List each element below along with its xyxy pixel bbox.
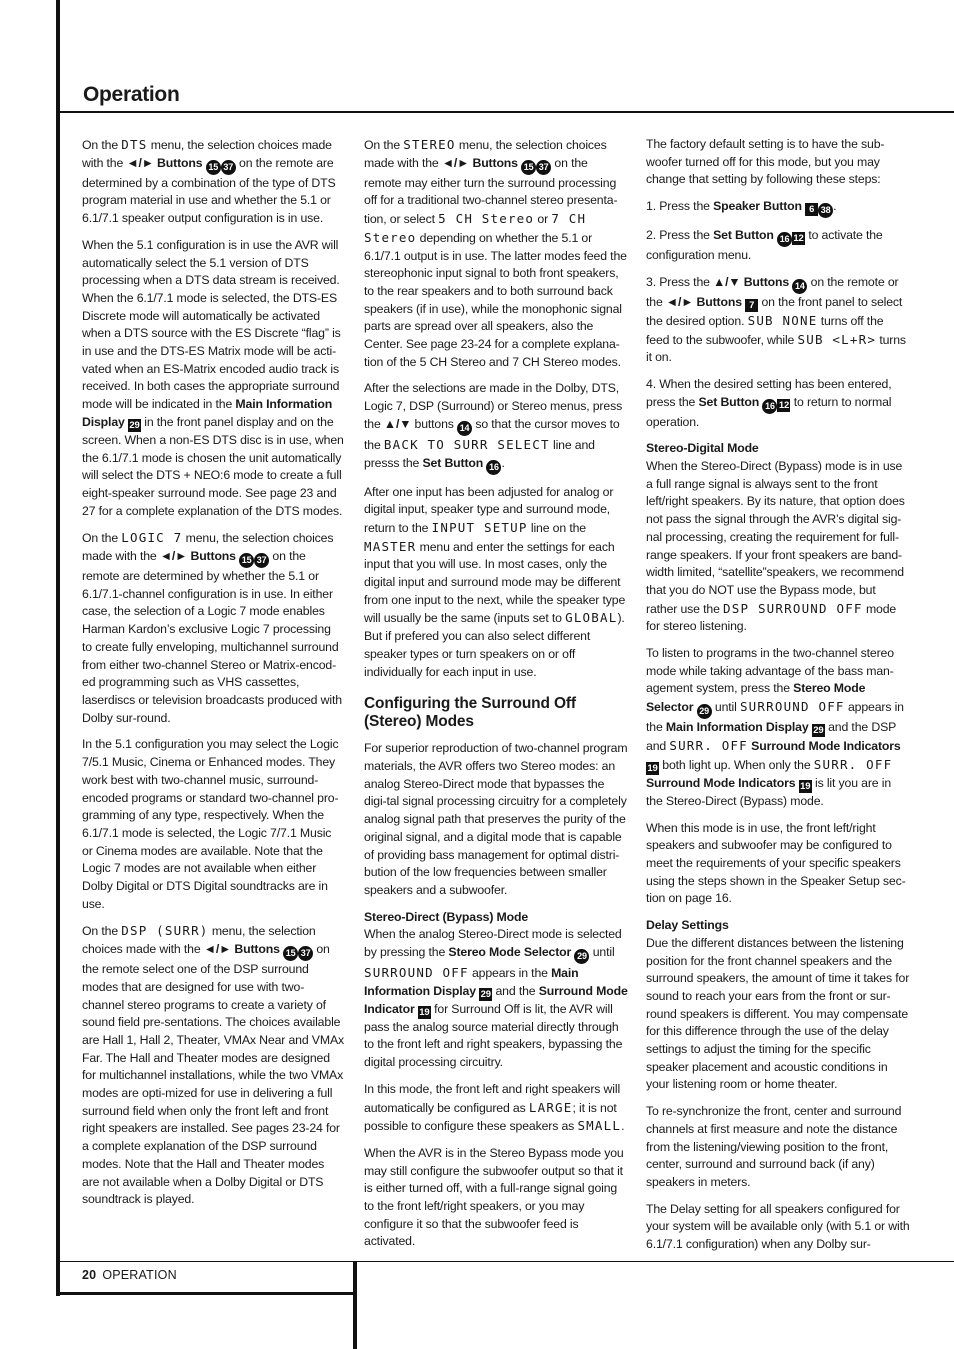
callout-badge: 37: [254, 553, 269, 568]
callout-badge: 16: [762, 399, 777, 414]
column-3: [646, 136, 910, 1263]
step-2: 2. Press the Set Button 16 12 to activate the configuration menu.: [646, 228, 883, 263]
footer-section: OPERATION: [102, 1268, 177, 1282]
paragraph: After the selections are made in the Dolby, DTS, Logic 7, DSP (Surround) or Stereo menus, press the ▲/▼ buttons 14 so that the cursor moves to the BACK TO SURR SELECT line and presss the Set Button 16 .: [364, 380, 628, 474]
callout-badge: 38: [818, 203, 833, 218]
lcd-text: SURR. OFF: [813, 756, 893, 772]
paragraph: On the DTS menu, the selection choices made with the ◄/► Buttons 15 37 on the remote are determined by a combination of the type of DTS program material in use and whether the 5.1 or 6.1/7.1 speaker output configuration is in use.: [82, 137, 336, 226]
subsection-heading: Stereo-Digital Mode: [646, 441, 759, 456]
paragraph: On the LOGIC 7 menu, the selection choices made with the ◄/► Buttons 15 37 on the remote are determined by whether the 5.1 or 6.1/7.1-channel configuration is in use. In either case, the selection of a Logic 7 mode enables Harman Kardon’s exclusive Logic 7 processing to create fully enveloping, multichannel surround from either two-channel Stereo or Matrix-encod-ed programming such as VHS cassettes, laserdiscs or television broadcasts produced with Dolby sur-round.: [82, 530, 342, 725]
page-title: Operation: [83, 83, 180, 106]
callout-badge: 19: [800, 780, 811, 792]
step-4: 4. When the desired setting has been entered, press the Set Button 16 12 to return to normal operation.: [646, 376, 892, 429]
paragraph: After one input has been adjusted for analog or digital input, speaker type and surround mode, return to the INPUT SETUP line on the MASTER menu and enter the settings for each input that you will use. In most cases, only the digital input and surround mode may be different from one input to the next, while the speaker type will usually be the same (inputs set to GLOBAL). But if prefered you can also select different speaker types or turn speakers on or off individually for each input in use.: [364, 484, 626, 679]
callout-badge: 37: [536, 160, 551, 175]
lcd-text: DSP (SURR): [121, 923, 209, 939]
callout-badge: 12: [778, 399, 790, 411]
lcd-text: INPUT SETUP: [431, 519, 528, 535]
lcd-text: STEREO: [403, 137, 456, 152]
paragraph: For superior reproduction of two-channel program materials, the AVR offers two Stereo modes: an analog Stereo-Direct mode that bypasses the digi-tal signal processing circuitry for a completely analog signal path that preserves the purity of the original signal, and a digital mode that is capable of providing bass management for optimal distri-bution of the low frequencies between smaller speakers and a subwoofer.: [364, 741, 628, 897]
callout-badge: 15: [283, 946, 298, 961]
subsection-heading: Delay Settings: [646, 918, 729, 933]
lcd-text: SURROUND OFF: [364, 965, 469, 981]
step-3: 3. Press the ▲/▼ Buttons 14 on the remote or the ◄/► Buttons 7 on the front panel to select the desired option. SUB NONE turns off the feed to the subwoofer, while SUB <L+R> turns it on.: [646, 274, 906, 365]
column-1: [82, 136, 344, 1218]
paragraph: On the DSP (SURR) menu, the selection choices made with the ◄/► Buttons 15 37 on the remote select one of the DSP surround modes that are designed for use with two-channel stereo programs to create a variety of sound field pre-sentations. The choices available are Hall 1, Hall 2, Theater, VMAx Near and VMAx Far. The Hall and Theater modes are designed for multichannel installations, while the two VMAx modes are opti-mized for use in delivering a full surround field when only the front left and front right speakers are installed. See pages 23-24 for a complete explanation of the DSP surround modes. Note that the Hall and Theater modes are not available when a Dolby Digital or DTS soundtrack is played.: [82, 923, 345, 1207]
paragraph: To listen to programs in the two-channel stereo mode while taking advantage of the bass man-agement system, press the Stereo Mode Selector 29 until SURROUND OFF appears in the Main Information Display 29 and the DSP and SURR. OFF Surround Mode Indicators 19 both light up. When only the SURR. OFF Surround Mode Indicators 19 is lit you are in the Stereo-Direct (Bypass) mode.: [646, 646, 904, 808]
callout-badge: 7: [745, 299, 758, 312]
paragraph: When the analog Stereo-Direct mode is selected by pressing the Stereo Mode Selector 29 until SURROUND OFF appears in the Main Information Display 29 and the Surround Mode Indicator 19 for Surround Off is lit, the AVR will pass the analog source material directly through to the front left and right speakers, bypassing the digital processing circuitry.: [364, 927, 628, 1070]
footer-box-rule: [56, 1292, 356, 1295]
callout-badge: 29: [697, 704, 712, 719]
lcd-text: DSP SURROUND OFF: [723, 600, 863, 616]
lcd-text: 7 CH Stereo: [364, 211, 587, 245]
paragraph: Due the different distances between the listening position for the front channel speakers and the surround speakers, the amount of time it takes for sound to reach your ears from the front or sur-round speakers is different. You may compensate for this difference through the use of the delay settings to adjust the timing for the specific speaker placement and acoustic conditions in your listening room or home theater.: [646, 935, 910, 1092]
lcd-text: SUB NONE: [747, 312, 818, 328]
callout-badge: 15: [521, 160, 536, 175]
lcd-text: SURROUND OFF: [739, 699, 845, 715]
paragraph: The factory default setting is to have the sub-woofer turned off for this mode, but you may change that setting by following these steps:: [646, 137, 885, 187]
callout-badge: 15: [206, 160, 221, 175]
callout-badge: 37: [298, 946, 313, 961]
callout-badge: 29: [129, 419, 140, 431]
callout-badge: 12: [793, 233, 804, 245]
paragraph: When the 5.1 configuration is in use the AVR will automatically select the 5.1 version of DTS processing when a DTS data stream is received. When the 6.1/7.1 mode is selected, the DTS-ES Discrete mode will automatically be activated when a DTS source with the ES Discrete “flag” is in use and the DTS-ES Matrix mode will be acti-vated when an ES-Matrix encoded audio track is received. In both cases the appropriate surround mode will be indicated in the Main Information Display 29 in the front panel display and on the screen. When a non-ES DTS disc is in use, when the 6.1/7.1 mode is chosen the unit automatically will select the DTS + NEO:6 mode to create a full eight-speaker surround mode. See page 23 and 27 for a complete explanation of the DTS modes.: [82, 237, 344, 518]
callout-badge: 15: [239, 553, 254, 568]
lcd-text: BACK TO SURR SELECT: [383, 436, 550, 452]
paragraph: When this mode is in use, the front left/right speakers and subwoofer may be configured to meet the requirements of your specific speakers using the steps shown in the Speaker Setup sec-tion on page 16.: [646, 820, 906, 906]
callout-badge: 29: [574, 949, 589, 964]
page-number: 20: [82, 1268, 97, 1282]
paragraph: In the 5.1 configuration you may select the Logic 7/5.1 Music, Cinema or Enhanced modes. They work best with two-channel music, surround-encoded programs or standard two-channel pro-gramming of any type, respectively. When the 6.1/7.1 mode is selected, the Logic 7/7.1 Music or Cinema modes are available. Note that the Logic 7 modes are not available when either Dolby Digital or DTS Digital soundtracks are in use.: [82, 737, 339, 911]
step-1: 1. Press the Speaker Button 6 38 .: [646, 198, 910, 218]
arrow-left-right-icon: ◄/►: [126, 155, 154, 170]
lcd-text: DTS: [121, 137, 148, 152]
arrow-up-down-icon: ▲/▼: [713, 274, 741, 289]
lcd-text: LOGIC 7: [121, 530, 183, 546]
callout-badge: 29: [480, 988, 491, 1000]
callout-badge: 37: [221, 160, 236, 175]
header-rule: [56, 111, 954, 113]
page-footer: [82, 1268, 177, 1282]
arrow-left-right-icon: ◄/►: [441, 155, 470, 170]
paragraph: To re-synchronize the front, center and surround channels at first measure and note the distance from the listening/viewing position to the front, center, surround and surround back (if any) speakers in meters.: [646, 1104, 902, 1189]
column-2: [364, 136, 628, 1260]
arrow-left-right-icon: ◄/►: [665, 294, 694, 309]
callout-badge: 6: [805, 203, 818, 216]
callout-badge: 19: [419, 1006, 430, 1018]
callout-badge: 14: [792, 279, 807, 294]
lcd-text: LARGE: [528, 1099, 573, 1115]
lcd-text: SUB <L+R>: [797, 331, 877, 347]
lcd-text: SMALL: [577, 1118, 622, 1134]
subsection-heading: Stereo-Direct (Bypass) Mode: [364, 909, 529, 924]
footer-box-divider: [353, 1261, 357, 1349]
paragraph: On the STEREO menu, the selection choices made with the ◄/► Buttons 15 37 on the remote may either turn the surround processing off for a traditional two-channel stereo presenta-tion, or select 5 CH Stereo or 7 CH Stereo depending on whether the 5.1 or 6.1/7.1 output is in use. The latter modes feed the stereophonic input signal to both front speakers, to the rear speakers and to both surround back speakers (if in use), while the monophonic signal parts are spread over all speakers, also the Center. See page 23-24 for a complete explana-tion of the 5 CH Stereo and 7 CH Stereo modes.: [364, 137, 627, 369]
paragraph: The Delay setting for all speakers configured for your system will be available only (with 5.1 or with 6.1/7.1 configuration) when any Dolby sur-: [646, 1201, 910, 1252]
callout-badge: 19: [647, 762, 658, 774]
paragraph: When the AVR is in the Stereo Bypass mode you may still configure the subwoofer output so that it is either turned off, with a full-range signal going to the front left/right speakers, or you may configure it so that the subwoofer feed is activated.: [364, 1145, 624, 1249]
section-heading: Configuring the Surround Off (Stereo) Modes: [364, 695, 576, 731]
callout-badge: 29: [813, 725, 824, 737]
lcd-text: 5 CH Stereo: [438, 211, 535, 227]
left-margin-bar: [56, 0, 60, 1296]
lcd-text: GLOBAL: [565, 610, 618, 626]
lcd-text: MASTER: [364, 538, 417, 554]
arrow-left-right-icon: ◄/►: [159, 549, 188, 564]
paragraph: When the Stereo-Direct (Bypass) mode is in use a full range signal is always sent to the front left/right speakers. By its nature, that option does not pass the signal through the AVR’s digital sig-nal processing, creating the requirement for full-range speakers. If your front speakers are band-width limited, “satellite”speakers, we recommend that you do NOT use the Bypass mode, but rather use the DSP SURROUND OFF mode for stereo listening.: [646, 459, 905, 634]
callout-badge: 16: [777, 232, 792, 247]
lcd-text: SURR. OFF: [669, 738, 748, 754]
callout-badge: 16: [486, 460, 501, 475]
paragraph: In this mode, the front left and right speakers will automatically be configured as LARGE; it is not possible to configure these speakers as SMALL.: [364, 1081, 625, 1134]
arrow-left-right-icon: ◄/►: [203, 942, 232, 957]
footer-rule: [56, 1261, 954, 1262]
arrow-up-down-icon: ▲/▼: [383, 416, 412, 431]
callout-badge: 14: [457, 421, 472, 436]
